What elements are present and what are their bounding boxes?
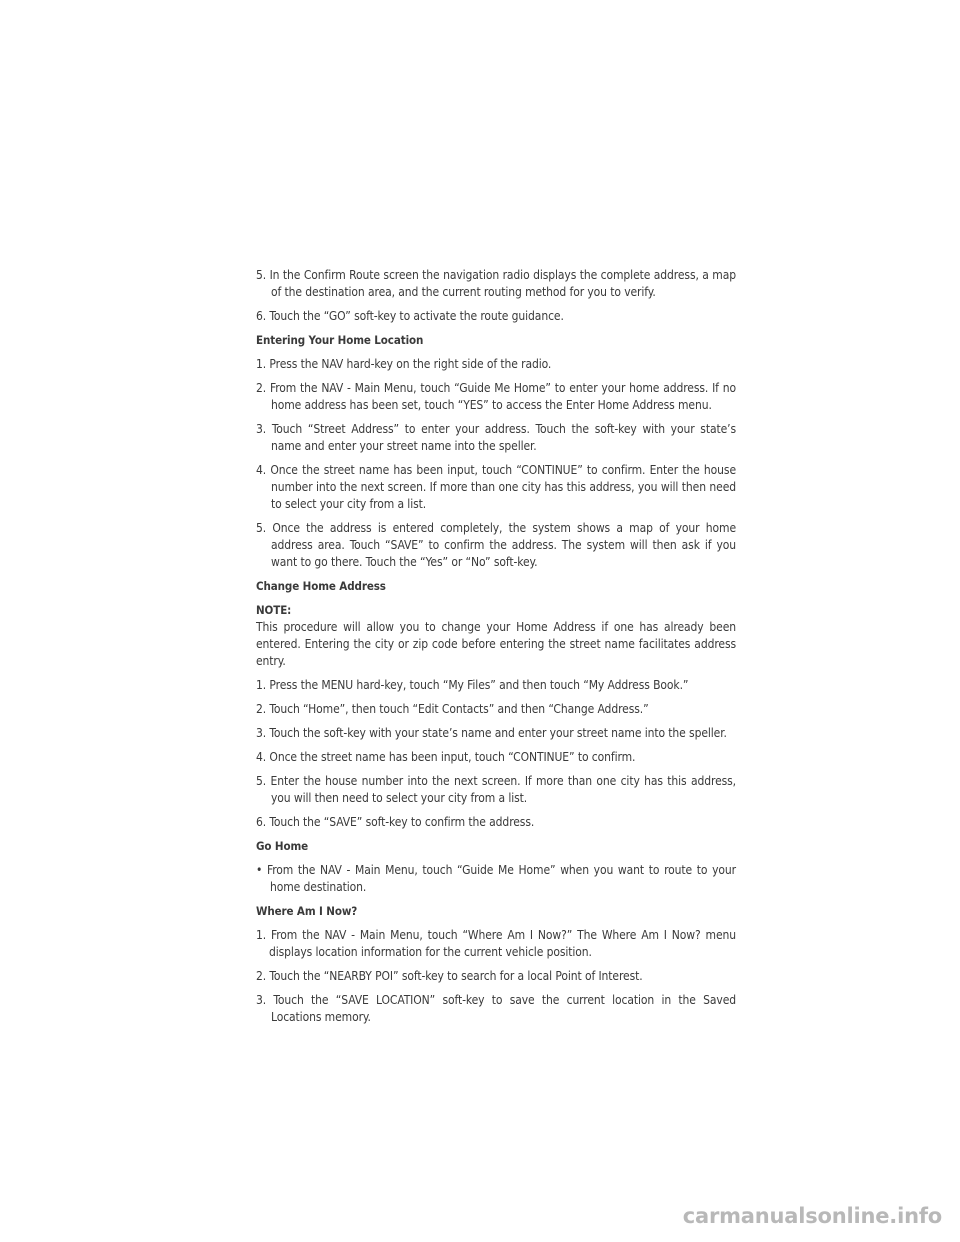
list-item: 5. Enter the house number into the next screen. If more than one city has this address, you will then need to select your city from a list. bbox=[256, 774, 736, 805]
watermark-text: carmanualsonline.info bbox=[682, 1204, 942, 1228]
list-item: 1. Press the MENU hard-key, touch “My Files” and then touch “My Address Book.” bbox=[256, 678, 689, 692]
note-text: This procedure will allow you to change your Home Address if one has already been entered. Entering the city or zip code before entering the street name facilitates address entry. bbox=[256, 620, 736, 668]
list-item: 5. In the Confirm Route screen the navigation radio displays the complete address, a map of the destination area, and the current routing method for you to verify. bbox=[256, 268, 736, 299]
list-item: 4. Once the street name has been input, touch “CONTINUE” to confirm. Enter the house number into the next screen. If more than one city has this address, you will then need to select your city from a list. bbox=[256, 463, 736, 511]
list-item: 6. Touch the “SAVE” soft-key to confirm the address. bbox=[256, 815, 535, 829]
note-label: NOTE: bbox=[256, 603, 292, 617]
section-heading-go-home: Go Home bbox=[256, 839, 309, 853]
bullet-item: • From the NAV - Main Menu, touch “Guide Me Home” when you want to route to your home destination. bbox=[256, 863, 736, 894]
list-item: 2. From the NAV - Main Menu, touch “Guide Me Home” to enter your home address. If no home address has been set, touch “YES” to access the Enter Home Address menu. bbox=[256, 381, 736, 412]
section-heading-change-home: Change Home Address bbox=[256, 579, 386, 593]
manual-page-content bbox=[256, 267, 736, 1033]
list-item: 1. Press the NAV hard-key on the right side of the radio. bbox=[256, 357, 552, 371]
list-item: 2. Touch “Home”, then touch “Edit Contacts” and then “Change Address.” bbox=[256, 702, 649, 716]
list-item: 2. Touch the “NEARBY POI” soft-key to search for a local Point of Interest. bbox=[256, 969, 643, 983]
list-item: 5. Once the address is entered completely, the system shows a map of your home address area. Touch “SAVE” to confirm the address. The system will then ask if you want to go there. Touch the “Yes” or “No” soft-key. bbox=[256, 521, 736, 569]
list-item: 6. Touch the “GO” soft-key to activate the route guidance. bbox=[256, 309, 564, 323]
list-item: 3. Touch “Street Address” to enter your address. Touch the soft-key with your state’s name and enter your street name into the speller. bbox=[256, 422, 736, 453]
section-heading-where-am-i: Where Am I Now? bbox=[256, 904, 358, 918]
list-item: 1. From the NAV - Main Menu, touch “Where Am I Now?” The Where Am I Now? menu displays location information for the current vehicle position. bbox=[256, 928, 736, 959]
list-item: 3. Touch the “SAVE LOCATION” soft-key to save the current location in the Saved Locations memory. bbox=[256, 993, 736, 1024]
list-item: 4. Once the street name has been input, touch “CONTINUE” to confirm. bbox=[256, 750, 636, 764]
list-item: 3. Touch the soft-key with your state’s name and enter your street name into the speller. bbox=[256, 726, 727, 740]
section-heading-home-location: Entering Your Home Location bbox=[256, 333, 424, 347]
